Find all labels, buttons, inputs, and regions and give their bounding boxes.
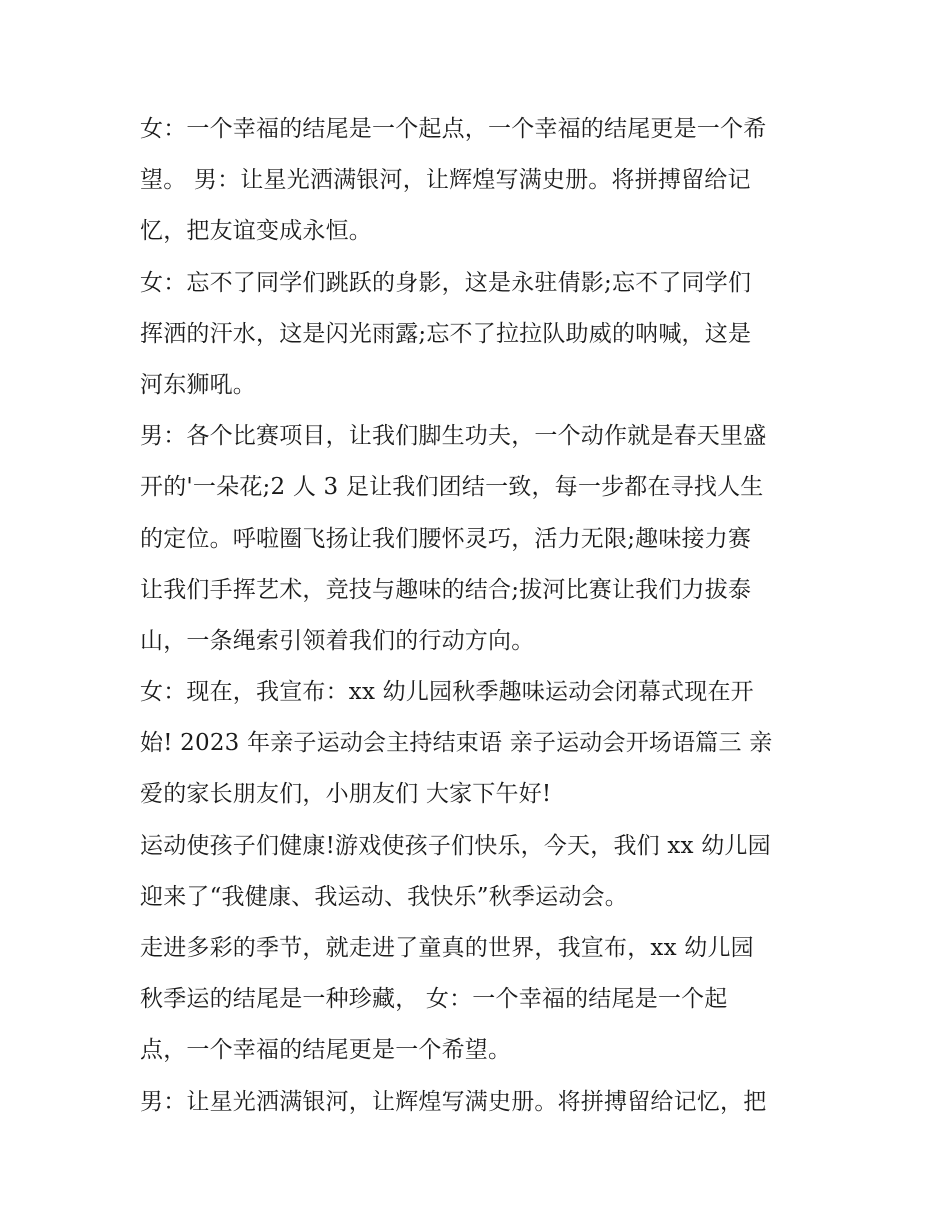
text-line: 爱的家长朋友们，小朋友们 大家下午好! [140, 781, 552, 808]
text-line: 忆，把友谊变成永恒。 [140, 218, 372, 245]
text-line: 男：让星光洒满银河，让辉煌写满史册。将拼搏留给记忆，把 [140, 1088, 767, 1115]
text-line: 迎来了“我健康、我运动、我快乐”秋季运动会。 [140, 883, 628, 910]
text-line: 走进多彩的季节，就走进了童真的世界，我宣布，xx 幼儿园 [140, 935, 754, 961]
text-line: 运动使孩子们健康!游戏使孩子们快乐，今天，我们 xx 幼儿园 [140, 832, 771, 859]
text-line: 让我们手挥艺术，竞技与趣味的结合;拔河比赛让我们力拔泰 [140, 576, 752, 603]
text-line: 秋季运的结尾是一种珍藏， 女：一个幸福的结尾是一个起 [140, 986, 728, 1013]
text-line: 开的'一朵花;2 人 3 足让我们团结一致，每一步都在寻找人生 [140, 474, 764, 501]
text-line: 望。 男：让星光洒满银河，让辉煌写满史册。将拼搏留给记 [140, 167, 751, 194]
text-line: 河东狮吼。 [140, 371, 256, 398]
text-line: 挥洒的汗水，这是闪光雨露;忘不了拉拉队助威的呐喊，这是 [140, 320, 752, 347]
text-line: 的定位。呼啦圈飞扬让我们腰怀灵巧，活力无限;趣味接力赛 [140, 525, 752, 552]
text-line: 女：现在，我宣布：xx 幼儿园秋季趣味运动会闭幕式现在开 [140, 679, 754, 706]
document-body [140, 104, 820, 1128]
text-line: 女：忘不了同学们跳跃的身影，这是永驻倩影;忘不了同学们 [140, 269, 752, 296]
text-line: 男：各个比赛项目，让我们脚生功夫，一个动作就是春天里盛 [140, 423, 767, 450]
text-line: 始! 2023 年亲子运动会主持结束语 亲子运动会开场语篇三 亲 [140, 730, 773, 757]
text-line: 女：一个幸福的结尾是一个起点，一个幸福的结尾更是一个希 [140, 116, 767, 142]
text-line: 山，一条绳索引领着我们的行动方向。 [140, 627, 535, 654]
text-line: 点，一个幸福的结尾更是一个希望。 [140, 1037, 512, 1064]
